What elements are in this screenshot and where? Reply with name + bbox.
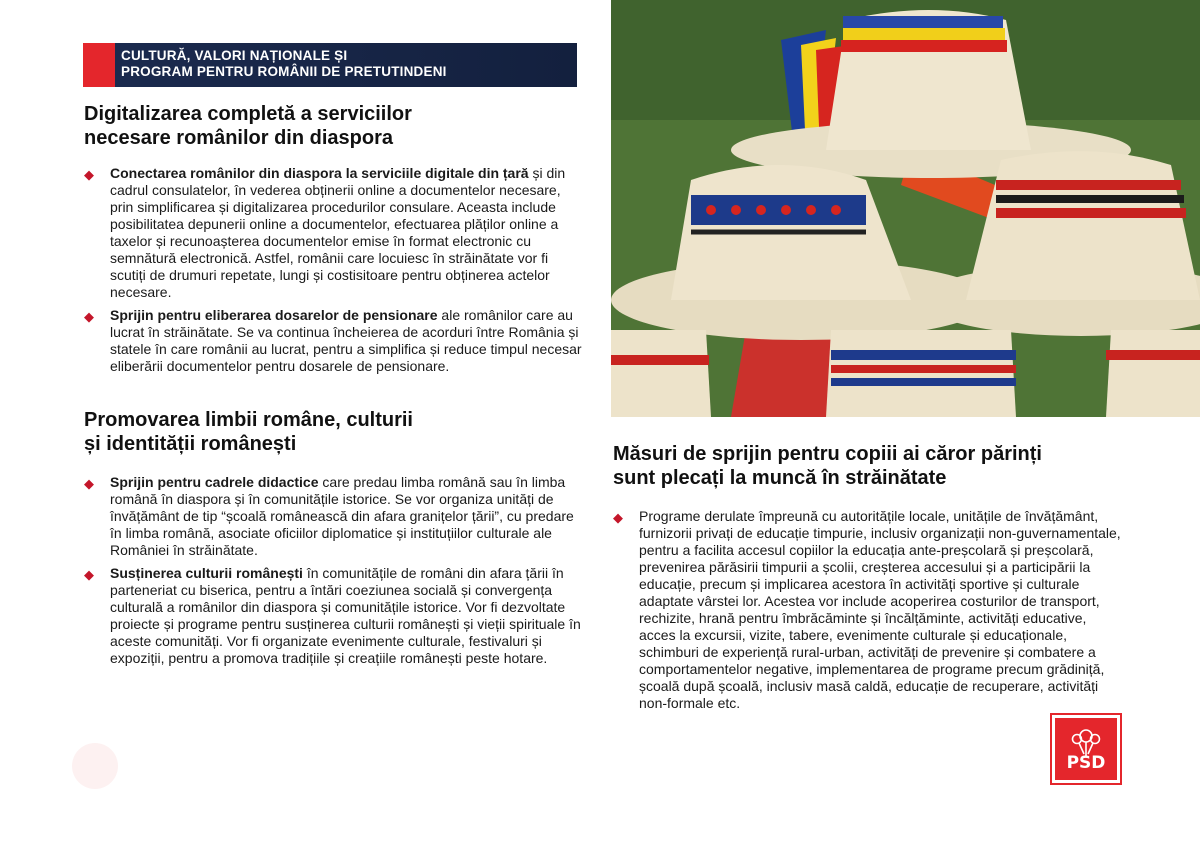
item-bold: Conectarea românilor din diaspora la serviciile digitale din țară: [110, 165, 529, 181]
item-bold: Susținerea culturii românești: [110, 565, 303, 581]
section2-title-line1: Promovarea limbii române, culturii: [84, 409, 413, 431]
banner-line-2: PROGRAM PENTRU ROMÂNII DE PRETUTINDENI: [121, 64, 447, 79]
list-item: [84, 565, 584, 667]
section1-list: [84, 165, 586, 381]
diamond-bullet-icon: ◆: [84, 309, 94, 324]
item-bold: Sprijin pentru eliberarea dosarelor de pensionare: [110, 307, 438, 323]
item-text: și din cadrul consulatelor, în vederea obținerii online a documentelor necesare, prin simplificarea și digitalizarea procedurilor consulare. Aceasta include posibilitatea depunerii online a documentelor, efectuarea plăților online a taxelor și recunoașterea documentelor emise în format electronic cu semnătură electronică. Astfel, românii care locuiesc în străinătate vor fi scutiți de drumuri repetate, lungi și costisitoare pentru obținerea actelor necesare.: [110, 165, 566, 300]
straw-hats-photo: [611, 0, 1200, 417]
banner-title: [115, 43, 577, 87]
list-item: [84, 307, 586, 375]
diamond-bullet-icon: ◆: [84, 476, 94, 491]
item-text: ale românilor care au lucrat în străinătate. Se va continua încheierea de acorduri între România și statele în care românii au lucrat, pentru a simplifica și reduce timpul necesar eliberării documentelor pentru dosarele de pensionare.: [110, 307, 582, 374]
section3-list: [613, 508, 1123, 718]
diamond-bullet-icon: ◆: [84, 567, 94, 582]
list-item: [84, 165, 586, 301]
item-bold: Sprijin pentru cadrele didactice: [110, 474, 319, 490]
psd-logo: [1052, 715, 1120, 783]
banner-accent: [83, 43, 115, 87]
section2-title-line2: și identității românești: [84, 433, 297, 455]
section1-title: [84, 102, 412, 150]
list-item: [613, 508, 1123, 712]
page-number-circle: [72, 743, 118, 789]
section2-list: [84, 474, 584, 673]
section3-title-line2: sunt plecați la muncă în străinătate: [613, 467, 947, 489]
diamond-bullet-icon: ◆: [84, 167, 94, 182]
list-item: [84, 474, 584, 559]
diamond-bullet-icon: ◆: [613, 510, 623, 525]
section1-title-line1: Digitalizarea completă a serviciilor: [84, 103, 412, 125]
section3-title-line1: Măsuri de sprijin pentru copiii ai căror părinți: [613, 443, 1042, 465]
banner-line-1: CULTURĂ, VALORI NAȚIONALE ȘI: [121, 48, 348, 63]
section-banner: [83, 43, 577, 87]
straw-hats-tricolor-photo-icon: [611, 0, 1200, 417]
section2-title: [84, 408, 413, 456]
item-text: care predau limba română sau în limba română în diaspora și în comunitățile istorice. Se vor organiza unități de învățământ de tip “școală românească din afara granițelor țării”, cu predare în limba română, asociate oficiilor diplomatice și instituțiilor culturale ale României în străinătate.: [110, 474, 574, 558]
item-text: Programe derulate împreună cu autoritățile locale, unitățile de învățământ, furnizorii privați de educație timpurie, inclusiv organizații non-guvernamentale, pentru a facilita accesul copiilor la educația ante-preșcolară și preșcolară, prevenirea părăsirii timpurii a școlii, creșterea accesului și a participării la educație, precum și implicarea acestora în activități sportive și culturale adaptate vârstei lor. Acestea vor include acoperirea costurilor de transport, rechizite, hrană pentru îmbrăcăminte și încălțăminte, activități educative, acces la excursii, vizite, tabere, evenimente culturale și educaționale, schimburi de experiență rural-urban, activități de prevenire și combatere a comportamentelor negative, implementarea de programe precum grădiniță, școală după școală, inclusiv masă caldă, educație de recuperare, activități non-formale etc.: [639, 508, 1121, 711]
section3-title: [613, 442, 1042, 490]
item-text: în comunitățile de români din afara țării în parteneriat cu biserica, pentru a întări coeziunea socială și convergența culturală a românilor din diaspora și comunitățile istorice. Vor fi dezvoltate proiecte și programe pentru susținerea culturii românești și vieții spirituale în aceste comunități. Vor fi organizate evenimente culturale, festivaluri și expoziții, pentru a promova tradițiile și creațiile românești peste hotare.: [110, 565, 581, 666]
section1-title-line2: necesare românilor din diaspora: [84, 127, 393, 149]
logo-text: PSD: [1066, 753, 1106, 773]
